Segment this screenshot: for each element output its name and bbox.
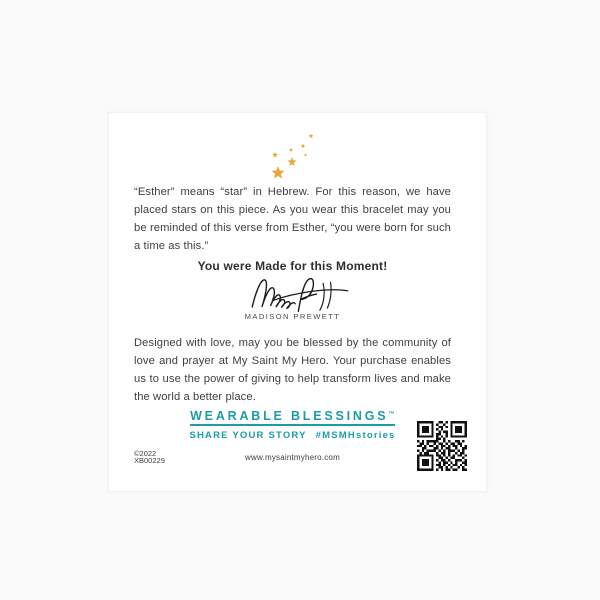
blessing-card: [108, 112, 487, 492]
qr-code: [417, 421, 467, 471]
blessing-paragraph: Designed with love, may you be blessed by the community of love and prayer at My Saint My Hero. Your purchase enables us to use the power of giving to help transform lives and make the world a better place.: [134, 337, 451, 403]
esther-verse-paragraph: “Esther” means “star” in Hebrew. For this reason, we have placed stars on this piece. As you wear this bracelet may you be reminded of this verse from Esther, “you were born for such a time as this.”: [134, 186, 451, 252]
large-star-icon: [272, 166, 285, 178]
hashtag: #MSMHstories: [315, 430, 396, 441]
small-star-icon: [272, 152, 278, 158]
star-dot-icon: [302, 145, 305, 148]
brand-title-text: WEARABLE BLESSINGS: [190, 409, 389, 423]
medium-star-icon: [287, 157, 296, 166]
signer-name: MADISON PREWETT: [244, 312, 341, 321]
signature-image: [249, 273, 351, 313]
brand-title: [134, 409, 451, 423]
star-dot-icon: [290, 149, 293, 152]
share-story-line: [134, 430, 451, 441]
share-story-text: SHARE YOUR STORY: [189, 430, 307, 441]
headline: You were Made for this Moment!: [197, 259, 388, 273]
star-cluster-icon: [262, 129, 318, 179]
website-url: www.mysaintmyhero.com: [245, 453, 340, 462]
star-dot-icon: [304, 154, 306, 156]
tiny-star-icon: [309, 134, 314, 139]
product-code: XB00229: [134, 456, 165, 465]
trademark-symbol: ™: [388, 411, 395, 418]
copyright-year: ©2022: [134, 449, 157, 458]
brand-underline: [190, 424, 395, 426]
